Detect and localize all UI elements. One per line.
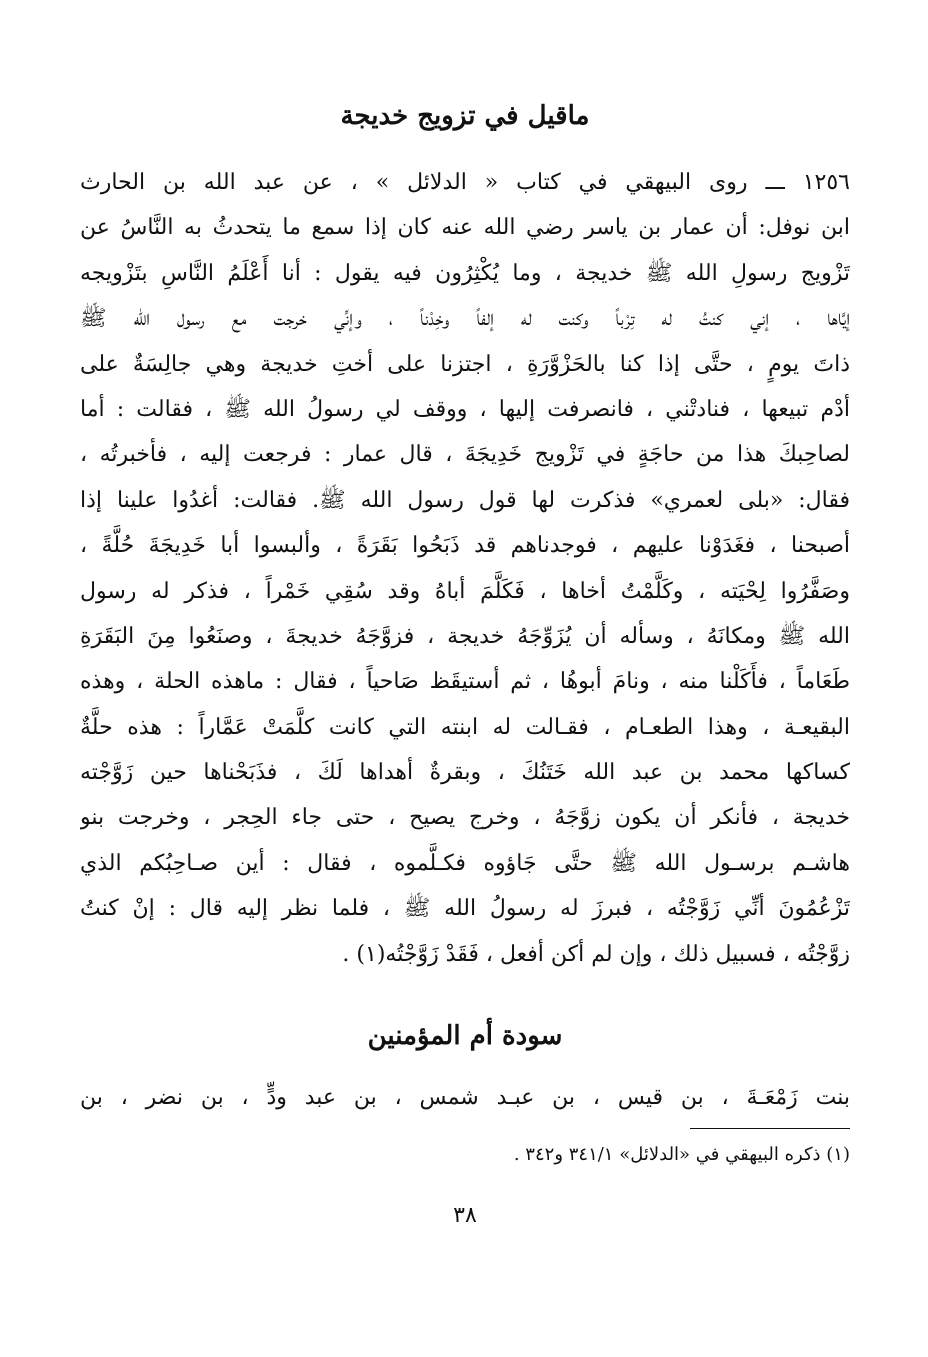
text-line: ابن نوفل: أن عمار بن ياسر رضي الله عنه كان إذا سمع ما يتحدثُ به النَّاسُ عن (80, 215, 850, 241)
text-line: تَزْعُمُونَ أنِّي زَوَّجْتُه ، فبرزَ له رسولُ الله ﷺ ، فلما نظر إليه قال : إنْ كنتُ (80, 896, 850, 922)
text-line: أدْم تبيعها ، فنادتْني ، فانصرفت إليها ، ووقف لي رسولُ الله ﷺ ، فقالت : أما (80, 396, 850, 422)
text-line: الله ﷺ ومكانَهُ ، وسأله أن يُزَوِّجَهُ خديجة ، فزوَّجَهُ خديجةَ ، وصنَعُوا مِنَ البَقَرَةِ (80, 623, 850, 649)
section-heading: ماقيل في تزويج خديجة (340, 101, 590, 131)
text-line: طَعَاماً ، فأَكَلْنا منه ، ونامَ أبوهُا ، ثم أستيقَظ صَاحياً ، فقال : ماهذه الحلة ، وهذه (80, 669, 850, 695)
page-number: ٣٨ (453, 1203, 477, 1228)
text-line: ١٢٥٦ ـــ روى البيهقي في كتاب « الدلائل » ، عن عبد الله بن الحارث (80, 170, 850, 195)
text-line: هاشـم برسـول الله ﷺ حتَّى جَاؤوه فكـلَّموه ، فقال : أين صـاحِبُكم الذي (80, 850, 850, 876)
text-line: خديجة ، فأنكر أن يكون زوَّجَهُ ، وخرج يصيح ، حتى جاء الحِجر ، وخرجت بنو (80, 805, 850, 831)
text-line: فقال: «بلى لعمري» فذكرت لها قول رسول الله ﷺ. فقالت: أغدُوا علينا إذا (80, 487, 850, 513)
text-line: زوَّجْتُه ، فسبيل ذلك ، وإن لم أكن أفعل ، فَقَدْ زَوَّجْتُه(١) . (342, 941, 850, 967)
text-line: ذاتَ يومٍ ، حتَّى إذا كنا بالحَزْوَّرَةِ ، اجتزنا على أختِ خديجة وهي جالِسَةٌ على (80, 351, 850, 377)
text-line: إيَّاها ، إني كنتُ له تِرْباً وكنت له إلفاً وخِدْناً ، وإنِّي خرجت مع رسول الله ﷺ (80, 306, 850, 332)
text-line: وصَفَّرُوا لِحْيَته ، وكَلَّمْتُ أخاها ، فَكَلَّمَ أباهُ وقد سُقِي خَمْراً ، فذكر له رسول (80, 578, 850, 604)
section-heading: سودة أم المؤمنين (367, 1021, 563, 1051)
book-page (80, 0, 850, 1357)
text-line: البقيعـة ، وهذا الطعـام ، فقـالت له ابنته التي كانت كلَّمَتْ عَمَّاراً : هذه حلَّةٌ (80, 714, 850, 740)
footnote: (١) ذكره البيهقي في «الدلائل» ٣٤١/١ و٣٤٢ . (513, 1144, 850, 1165)
biography-line: بنت زَمْعَـةَ ، بن قيس ، بن عبـد شمس ، بن عبد ودٍّ ، بن نضر ، بن (80, 1085, 850, 1110)
text-line: كساكها محمد بن عبد الله خَتَنُكَ ، وبقرةٌ أهداها لَكَ ، فذَبَحْناها حين زَوَّجْته (80, 760, 850, 786)
text-line: لصاحِبكَ هذا من حاجَةٍ في تَزْويج خَدِيجَةَ ، قال عمار : فرجعت إليه ، فأخبرتُه ، (80, 442, 850, 468)
text-line: أصبحنا ، فغَدَوْنا عليهم ، فوجدناهم قد ذَبَحُوا بَقَرَةً ، وألبسوا أبا خَدِيجَةَ حُلَّةً ، (80, 533, 850, 559)
narration-paragraph (80, 160, 850, 977)
text-line: تَزْويج رسولِ الله ﷺ خديجة ، وما يُكْثِرُون فيه يقول : أنا أَعْلَمُ النَّاسِ بتَزْويجه (80, 260, 850, 286)
footnote-divider (690, 1128, 850, 1129)
